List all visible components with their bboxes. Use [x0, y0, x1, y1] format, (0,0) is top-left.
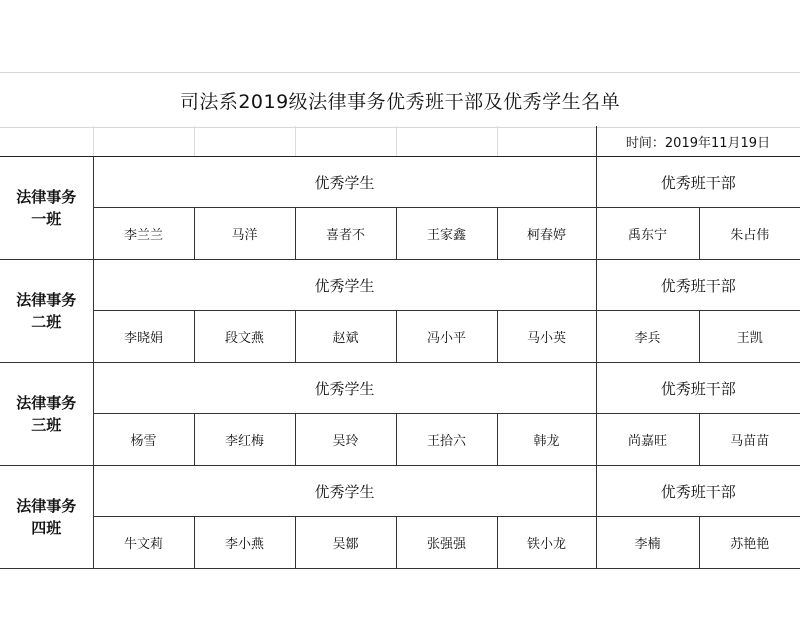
- class-name-line2: 一班: [31, 210, 62, 228]
- class-names-row: [0, 208, 800, 260]
- honor-roll-sheet: [0, 72, 800, 568]
- student-name-cell: 杨雪: [93, 414, 194, 466]
- student-name-cell: 马小英: [497, 311, 596, 363]
- class-name-cell: [0, 260, 93, 363]
- class-names-row: [0, 311, 800, 363]
- leader-name-cell: 禹东宁: [596, 208, 699, 260]
- student-name-cell: 铁小龙: [497, 517, 596, 569]
- date-row: [0, 126, 800, 156]
- student-name-cell: 李晓娟: [93, 311, 194, 363]
- class-name-line1: 法律事务: [16, 291, 77, 309]
- excellent-students-header: 优秀学生: [93, 363, 596, 414]
- grid-line: [93, 126, 94, 156]
- class-name-cell: [0, 363, 93, 466]
- student-name-cell: 喜者不: [295, 208, 396, 260]
- excellent-leaders-header: 优秀班干部: [596, 466, 800, 517]
- student-name-cell: 赵斌: [295, 311, 396, 363]
- student-name-cell: 马洋: [194, 208, 295, 260]
- grid-line: [396, 126, 397, 156]
- leader-name-cell: 马苗苗: [699, 414, 800, 466]
- class-name-line2: 四班: [31, 519, 62, 537]
- date-cell: [596, 126, 800, 156]
- class-header-row: [0, 260, 800, 311]
- class-name-line1: 法律事务: [16, 188, 77, 206]
- student-name-cell: 吴玲: [295, 414, 396, 466]
- class-header-row: [0, 466, 800, 517]
- class-header-row: [0, 157, 800, 208]
- class-name-line2: 二班: [31, 313, 62, 331]
- excellent-students-header: 优秀学生: [93, 157, 596, 208]
- class-header-row: [0, 363, 800, 414]
- leader-name-cell: 苏艳艳: [699, 517, 800, 569]
- date-label: 时间：2019年11月19日: [625, 135, 771, 151]
- class-names-row: [0, 517, 800, 569]
- grid-line: [497, 126, 498, 156]
- honor-table: [0, 156, 800, 569]
- class-name-cell: [0, 466, 93, 569]
- class-name-line1: 法律事务: [16, 394, 77, 412]
- grid-line: [194, 126, 195, 156]
- excellent-leaders-header: 优秀班干部: [596, 157, 800, 208]
- class-name-line1: 法律事务: [16, 497, 77, 515]
- student-name-cell: 柯春婷: [497, 208, 596, 260]
- leader-name-cell: 李楠: [596, 517, 699, 569]
- student-name-cell: 李红梅: [194, 414, 295, 466]
- leader-name-cell: 王凯: [699, 311, 800, 363]
- leader-name-cell: 朱占伟: [699, 208, 800, 260]
- leader-name-cell: 尚嘉旺: [596, 414, 699, 466]
- student-name-cell: 牛文莉: [93, 517, 194, 569]
- student-name-cell: 李小燕: [194, 517, 295, 569]
- excellent-students-header: 优秀学生: [93, 466, 596, 517]
- student-name-cell: 张强强: [396, 517, 497, 569]
- class-name-line2: 三班: [31, 416, 62, 434]
- student-name-cell: 吴鄒: [295, 517, 396, 569]
- student-name-cell: 冯小平: [396, 311, 497, 363]
- document-title: 司法系2019级法律事务优秀班干部及优秀学生名单: [0, 72, 800, 128]
- excellent-leaders-header: 优秀班干部: [596, 363, 800, 414]
- student-name-cell: 李兰兰: [93, 208, 194, 260]
- student-name-cell: 王拾六: [396, 414, 497, 466]
- grid-line: [295, 126, 296, 156]
- student-name-cell: 韩龙: [497, 414, 596, 466]
- class-names-row: [0, 414, 800, 466]
- excellent-leaders-header: 优秀班干部: [596, 260, 800, 311]
- excellent-students-header: 优秀学生: [93, 260, 596, 311]
- leader-name-cell: 李兵: [596, 311, 699, 363]
- class-name-cell: [0, 157, 93, 260]
- student-name-cell: 段文燕: [194, 311, 295, 363]
- student-name-cell: 王家鑫: [396, 208, 497, 260]
